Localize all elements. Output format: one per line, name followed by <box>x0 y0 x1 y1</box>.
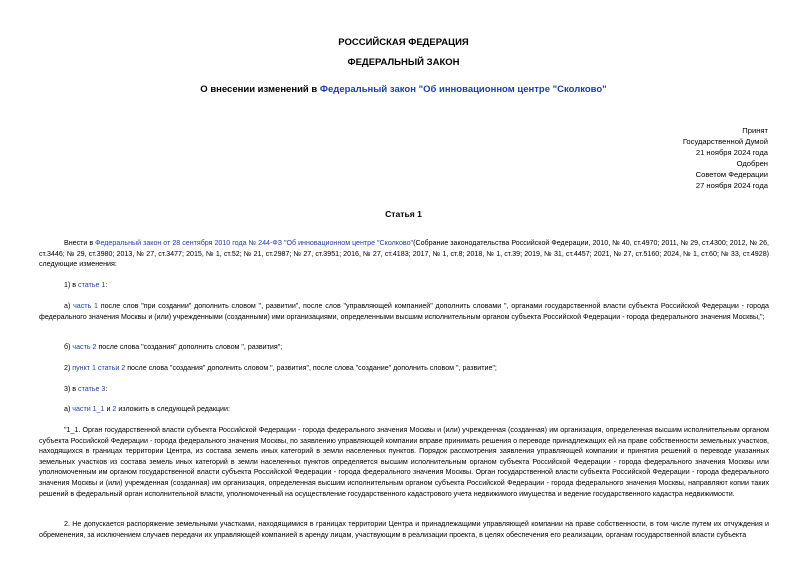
item-1 <box>39 280 769 291</box>
intro-paragraph <box>39 238 769 270</box>
item-3-suffix: : <box>105 385 108 393</box>
item-3-link[interactable]: статье 3 <box>78 385 106 393</box>
item-2-rest: после слова "создания" дополнить словом ", развития", после слова "создание" дополнить словом ", развитие"; <box>125 364 497 372</box>
item-3a-link-2[interactable]: 2 <box>112 405 117 413</box>
item-1a-rest: после слов "при создании" дополнить словом ", развитии", после слов "управляющей компанией" дополнить словами ", органами государственной власти субъекта Российской Федерации - города федерального значения Москвы и (или) учрежденными (созданными) ими организациями, определенными высшим исполнительным органом субъекта Российской Федерации - города федерального значения Москвы,"; <box>39 302 769 321</box>
country-heading: РОССИЙСКАЯ ФЕДЕРАЦИЯ <box>338 37 469 48</box>
item-2-prefix: 2) <box>64 364 73 372</box>
item-1a <box>39 301 769 322</box>
subtitle-law-link[interactable]: Федеральный закон "Об инновационном центре "Сколково" <box>319 84 607 95</box>
approved-date: 27 ноября 2024 года <box>695 181 768 190</box>
accepted-label: Принят <box>742 126 768 135</box>
item-1a-prefix: а) <box>64 302 74 310</box>
item-3 <box>39 384 769 395</box>
intro-rest: (Собрание законодательства Российской Федерации, 2010, № 40, ст.4970; 2011, № 29, ст.4300; 2012, № 26, ст.3446; № 29, ст.3980; 2013, № 27, ст.3477; 2015, № 1, ст.52; № 21, ст.2987; № 27, ст.3951; 2016, № 27, ст.4183; 2017, № 1, ст.8; 2018, № 1, ст.39; 2019, № 31, ст.4457; 2021, № 27, ст.5160; 2024, № 1, ст.60; № 33, ст.4928) следующие изменения: <box>39 239 769 269</box>
item-2 <box>39 363 769 374</box>
item-1-suffix: : <box>105 281 108 289</box>
accepted-by: Государственной Думой <box>682 137 768 146</box>
quoted-part-2: 2. Не допускается распоряжение земельными участками, находящимися в границах территории Центра и принадлежащими управляющей компании на праве собственности, в том числе путем их отчуждения и обременения, за исключением случаев передачи их управляющей компанией в аренду лицам, участвующим в реализации проекта, в целях обеспечения его реализации, органам государственной власти субъекта <box>39 520 769 539</box>
item-3a-rest: изложить в следующей редакции: <box>116 405 230 413</box>
item-3a-link-1[interactable]: части 1_1 <box>72 405 105 413</box>
item-1b-rest: после слова "создания" дополнить словом ", развития"; <box>96 343 283 351</box>
accepted-date: 21 ноября 2024 года <box>695 148 768 157</box>
item-1-link[interactable]: статье 1 <box>78 281 106 289</box>
intro-law-link[interactable]: Федеральный закон от 28 сентября 2010 года № 244-ФЗ "Об инновационном центре "Сколково" <box>95 239 414 247</box>
item-2-link[interactable]: пункт 1 статьи 2 <box>72 364 126 372</box>
item-3a <box>39 404 769 415</box>
acceptance-block <box>683 125 768 191</box>
item-1b <box>39 342 769 353</box>
item-3-prefix: 3) в <box>64 385 79 393</box>
intro-prefix: Внести в <box>64 239 96 247</box>
article-title: Статья 1 <box>385 209 422 219</box>
subtitle-prefix: О внесении изменений в <box>200 84 320 95</box>
item-1b-prefix: б) <box>64 343 73 351</box>
item-3a-mid: и <box>104 405 113 413</box>
approved-by: Советом Федерации <box>695 170 768 179</box>
item-1a-link[interactable]: часть 1 <box>73 302 98 310</box>
quoted-part-1-1: "1_1. Орган государственной власти субъекта Российской Федерации - города федерального значения Москвы и (или) учрежденная (созданная) им организация, определенная высшим исполнительным органом субъекта Российской Федерации - города федерального значения Москвы, по заявлению управляющей компании вправе принимать решения о переводе принадлежащих ей на праве собственности земельных участков, находящихся в границах территории Центра, из состава земель иных категорий в земли населенных пунктов. Порядок рассмотрения заявления управляющей компании и принятия решений о переводе указанных земельных участков из состава земель иных категорий в земли населенных пунктов определяется высшим исполнительным органом субъекта Российской Федерации - города федерального значения Москвы или уполномоченным им органом государственной власти субъекта Российской Федерации - города федерального значения Москвы. Орган государственной власти субъекта Российской Федерации - города федерального значения Москвы и (или) учрежденная (созданная) им организация, определенная высшим исполнительным органом субъекта Российской Федерации - города федерального значения Москвы, направляют копии таких решений в федеральный орган исполнительной власти, уполномоченный на осуществление государственного кадастрового учета недвижимого имущества и ведение государственного кадастра недвижимости. <box>39 426 769 498</box>
item-1b-link[interactable]: часть 2 <box>72 343 97 351</box>
document-type-heading: ФЕДЕРАЛЬНЫЙ ЗАКОН <box>347 57 460 68</box>
item-1-prefix: 1) в <box>64 281 79 289</box>
approved-label: Одобрен <box>736 159 768 168</box>
law-subtitle <box>0 84 807 95</box>
item-3a-prefix: а) <box>64 405 73 413</box>
